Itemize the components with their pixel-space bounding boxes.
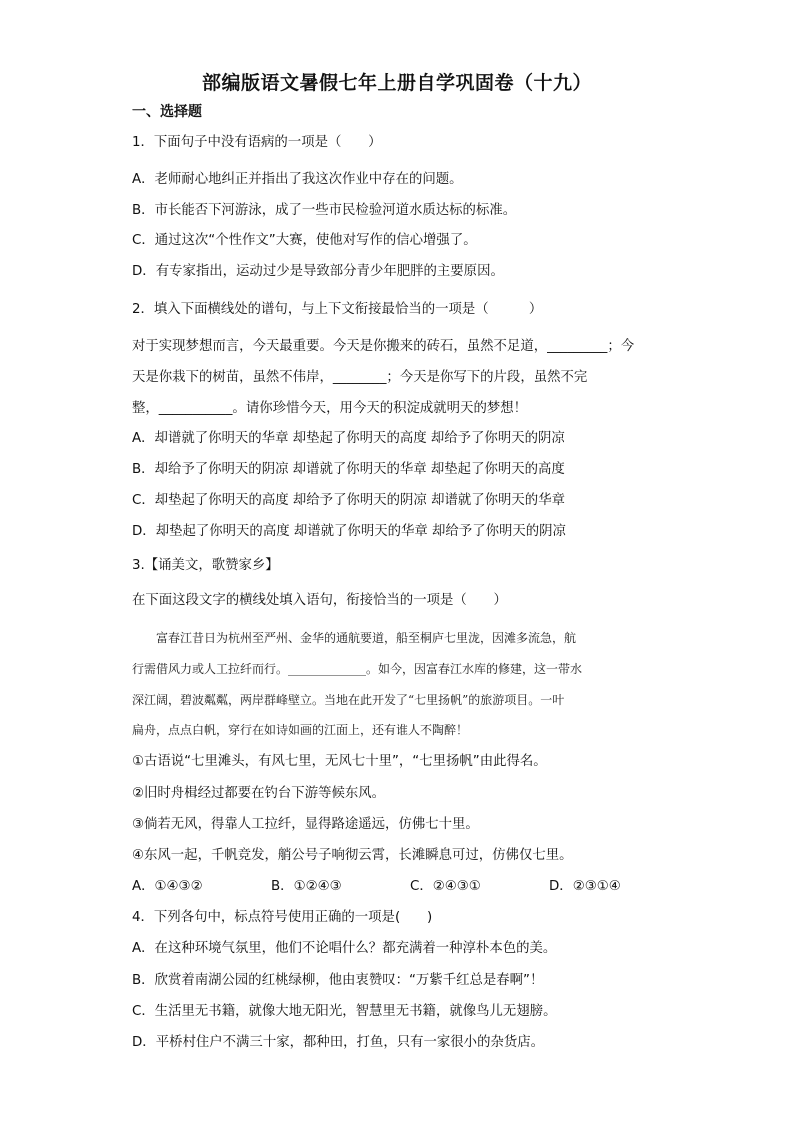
question-3-sentence: ①古语说“七里滩头，有风七里，无风七十里”，“七里扬帆”由此得名。 <box>132 754 547 769</box>
question-3-option-c[interactable]: C．②④③① <box>410 879 481 894</box>
question-4-option-d[interactable]: D．平桥村住户不满三十家，都种田，打鱼，只有一家很小的杂货店。 <box>132 1035 545 1050</box>
question-2-option-a[interactable]: A．却谱就了你明天的华章 却垫起了你明天的高度 却给予了你明天的阴凉 <box>132 431 565 446</box>
page-title: 部编版语文暑假七年上册自学巩固卷（十九） <box>201 72 592 94</box>
question-2-option-b[interactable]: B．却给予了你明天的阴凉 却谱就了你明天的华章 却垫起了你明天的高度 <box>132 462 565 477</box>
question-3-option-b[interactable]: B．①②④③ <box>271 879 342 894</box>
question-4-stem: 4．下列各句中，标点符号使用正确的一项是( ) <box>132 910 433 925</box>
section-heading: 一、选择题 <box>132 104 202 120</box>
question-4-option-c[interactable]: C．生活里无书籍，就像大地无阳光，智慧里无书籍，就像鸟儿无翅膀。 <box>132 1004 557 1019</box>
question-3-sentence: ②旧时舟楫经过都要在钓台下游等候东风。 <box>132 786 386 801</box>
question-1-option-d[interactable]: D．有专家指出，运动过少是导致部分青少年肥胖的主要原因。 <box>132 264 504 279</box>
question-3-passage-line: 扁舟，点点白帆，穿行在如诗如画的江面上，还有谁人不陶醉！ <box>132 723 469 737</box>
question-3-passage-line: 行需借风力或人工拉纤而行。_____________。如今，因富春江水库的修建，这一带水 <box>132 662 583 676</box>
question-2-stem: 2．填入下面横线处的谱句，与上下文衔接最恰当的一项是（ ） <box>132 302 543 317</box>
question-3-options <box>132 877 652 897</box>
question-3-passage-line: 富春江昔日为杭州至严州、金华的通航要道，船至桐庐七里泷，因滩多流急，航 <box>132 631 577 645</box>
question-4-option-b[interactable]: B．欣赏着南湖公园的红桃绿柳，他由衷赞叹：“万紫千红总是春啊”！ <box>132 973 544 988</box>
question-2-passage-line: 对于实现梦想而言，今天最重要。今天是你搬来的砖石，虽然不足道，_________；今 <box>132 339 635 354</box>
question-2-passage-line: 天是你栽下的树苗，虽然不伟岸，________；今天是你写下的片段，虽然不完 <box>132 370 588 385</box>
question-3-sentence: ④东风一起，千帆竞发，艄公号子响彻云霄，长滩瞬息可过，仿佛仅七里。 <box>132 848 573 863</box>
question-1-option-a[interactable]: A．老师耐心地纠正并指出了我这次作业中存在的问题。 <box>132 172 463 187</box>
question-3-sentence: ③倘若无风，得靠人工拉纤，显得路途遥远，仿佛七十里。 <box>132 817 479 832</box>
question-2-option-c[interactable]: C．却垫起了你明天的高度 却给予了你明天的阴凉 却谱就了你明天的华章 <box>132 493 565 508</box>
question-3-stem: 在下面这段文字的横线处填入语句，衔接恰当的一项是（ ） <box>132 593 507 608</box>
question-3-passage-line: 深江阔，碧波粼粼，两岸群峰壁立。当地在此开发了“七里扬帆”的旅游项目。一叶 <box>132 693 565 707</box>
question-4-option-a[interactable]: A．在这种环境气氛里，他们不论唱什么？都充满着一种淳朴本色的美。 <box>132 941 557 956</box>
question-2-passage-line: 整，___________。请你珍惜今天，用今天的积淀成就明天的梦想！ <box>132 401 528 416</box>
question-1-option-b[interactable]: B．市长能否下河游泳，成了一些市民检验河道水质达标的标准。 <box>132 203 517 218</box>
question-3-header: 3.【诵美文，歌赞家乡】 <box>132 558 279 573</box>
question-3-option-d[interactable]: D．②③①④ <box>549 879 621 894</box>
question-2-option-d[interactable]: D．却垫起了你明天的高度 却谱就了你明天的华章 却给予了你明天的阴凉 <box>132 524 566 539</box>
question-1-stem: 1．下面句子中没有语病的一项是（ ） <box>132 135 382 150</box>
question-3-option-a[interactable]: A．①④③② <box>132 879 203 894</box>
question-1-option-c[interactable]: C．通过这次“个性作文”大赛，使他对写作的信心增强了。 <box>132 233 477 248</box>
